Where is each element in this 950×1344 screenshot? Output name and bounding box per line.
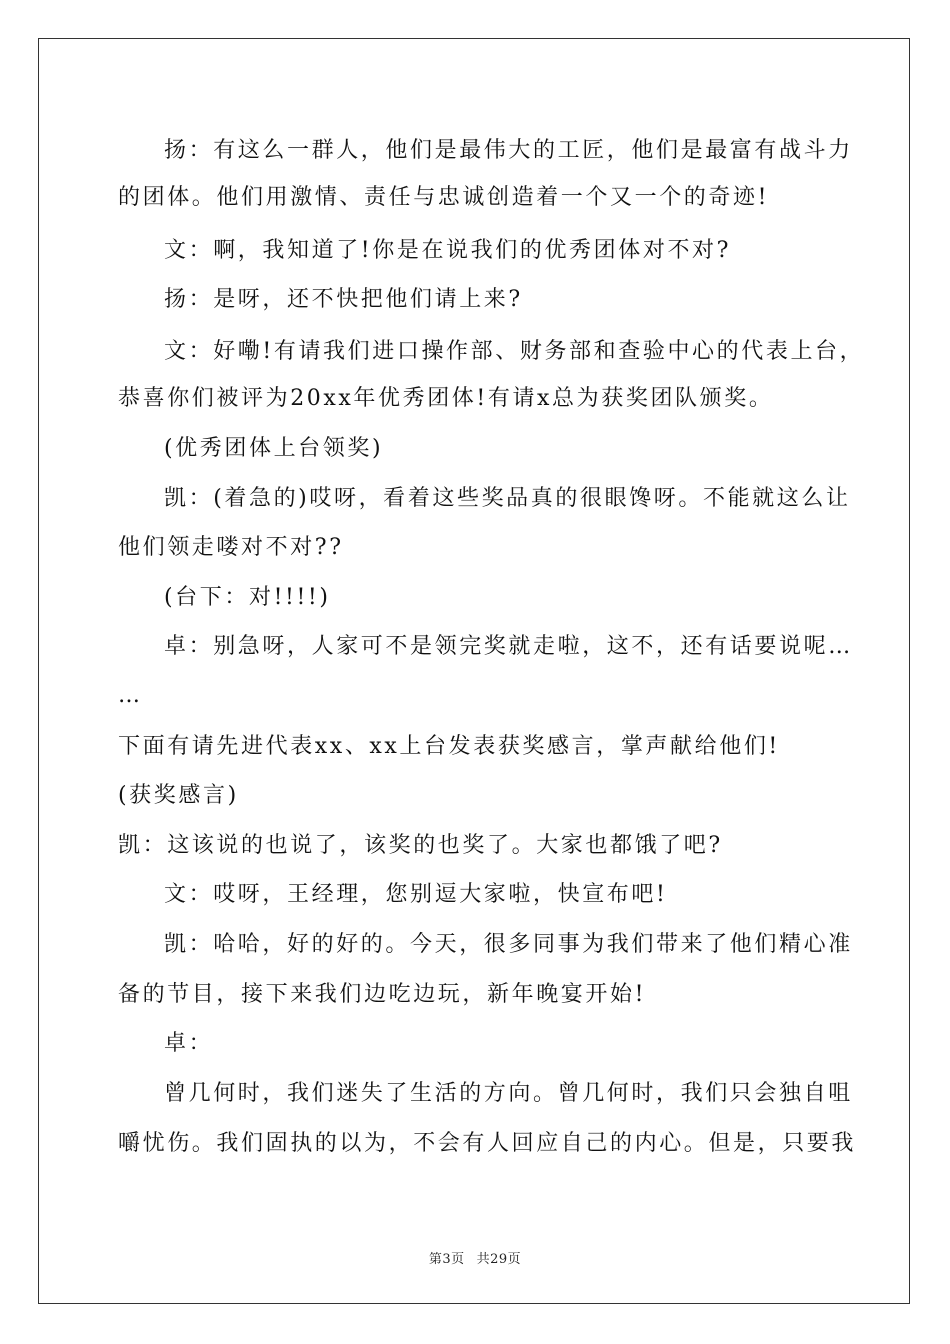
paragraph-line: 扬：是呀，还不快把他们请上来?: [164, 287, 523, 312]
page-border: [38, 38, 910, 1304]
paragraph-line: 文：哎呀，王经理，您别逗大家啦，快宣布吧!: [164, 882, 668, 907]
paragraph-line: 下面有请先进代表xx、xx上台发表获奖感言，掌声献给他们!: [118, 734, 780, 759]
paragraph-line: …: [118, 683, 143, 708]
paragraph-line: 的团体。他们用激情、责任与忠诚创造着一个又一个的奇迹!: [118, 185, 770, 210]
paragraph-line: 卓：: [164, 1031, 214, 1056]
paragraph-line: (优秀团体上台领奖): [164, 436, 384, 461]
paragraph-line: 曾几何时，我们迷失了生活的方向。曾几何时，我们只会独自咀: [164, 1081, 853, 1106]
paragraph-line: 凯：哈哈，好的好的。今天，很多同事为我们带来了他们精心准: [164, 932, 853, 957]
page-total: 共29页: [476, 1252, 522, 1267]
paragraph-line: 卓：别急呀，人家可不是领完奖就走啦，这不，还有话要说呢…: [164, 634, 853, 659]
paragraph-line: 嚼忧伤。我们固执的以为，不会有人回应自己的内心。但是，只要我: [118, 1131, 857, 1156]
paragraph-line: 凯：这该说的也说了，该奖的也奖了。大家也都饿了吧?: [118, 833, 723, 858]
paragraph-line: 备的节目，接下来我们边吃边玩，新年晚宴开始!: [118, 982, 647, 1007]
paragraph-line: 扬：有这么一群人，他们是最伟大的工匠，他们是最富有战斗力: [164, 138, 853, 163]
page-footer: [0, 1248, 950, 1267]
paragraph-line: 他们领走喽对不对??: [118, 535, 344, 560]
page-number: 第3页: [428, 1252, 465, 1267]
paragraph-line: 文：啊，我知道了!你是在说我们的优秀团体对不对?: [164, 238, 732, 263]
paragraph-line: (台下：对!!!!): [164, 585, 331, 610]
paragraph-line: 凯：(着急的)哎呀，看着这些奖品真的很眼馋呀。不能就这么让: [164, 486, 851, 511]
paragraph-line: 恭喜你们被评为20xx年优秀团体!有请x总为获奖团队颁奖。: [118, 386, 774, 411]
paragraph-line: 文：好嘞!有请我们进口操作部、财务部和查验中心的代表上台，: [164, 339, 865, 364]
paragraph-line: (获奖感言): [118, 783, 239, 808]
